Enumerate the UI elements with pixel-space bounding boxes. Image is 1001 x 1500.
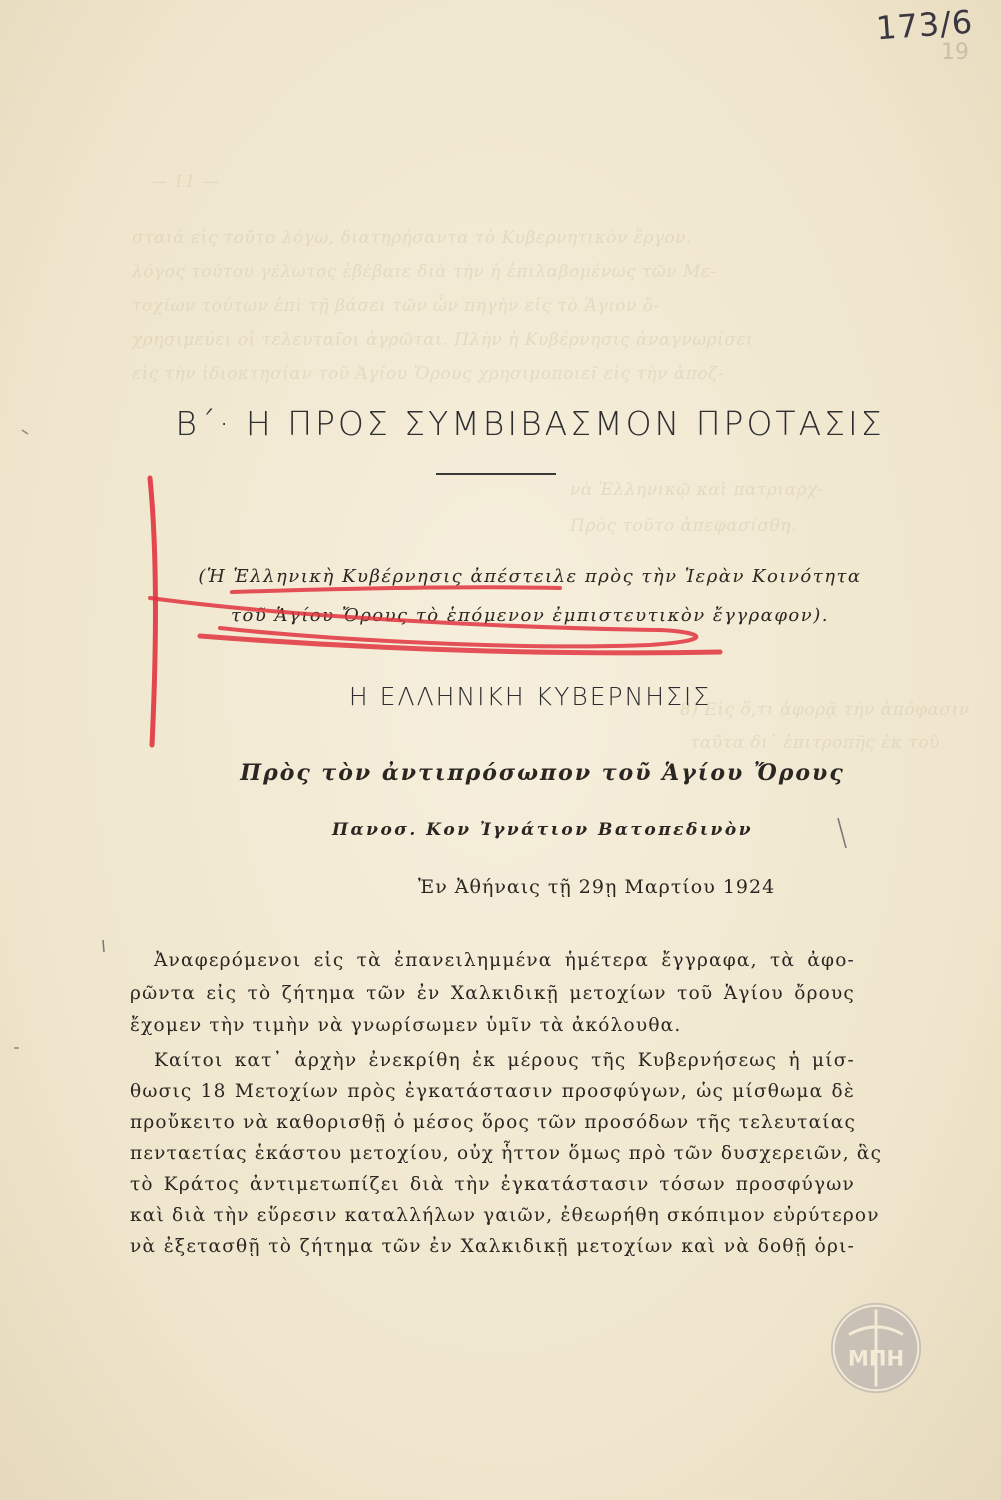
show-through-text: σταιά εἰς τοῦτο λόγω, διατηρήσαντα τὸ Κυβερνητικὸν ἔργον. [132,228,692,248]
show-through-text: Πρὸς τοῦτο ἀπεφασίσθη. [570,516,797,536]
note-line-1: (Ἡ Ἑλληνικὴ Κυβέρνησις ἀπέστειλε πρὸς τὴν Ἱερὰν Κοινότητα [198,566,862,587]
red-marker-underline [232,587,560,592]
note-line-2: τοῦ Ἁγίου Ὄρους τὸ ἑπόμενον ἐμπιστευτικὸν ἔγγραφον). [231,605,829,626]
paragraph-2-line: καὶ διὰ τὴν εὕρεσιν καταλλήλων γαιῶν, ἐθεωρήθη σκόπιμον εὐρύτερον [130,1205,880,1226]
paragraph-2-line: νὰ ἐξετασθῇ τὸ ζήτημα τῶν ἐν Χαλκιδικῇ μετοχίων καὶ νὰ δοθῇ ὁρι- [130,1236,855,1257]
pencil-stroke [838,818,846,848]
show-through-text: εἰς τὴν ἰδιοκτησίαν τοῦ Ἁγίου Ὄρους χρησιμοποιεῖ εἰς τὴν ἀποζ- [132,364,725,384]
show-through-text: τοχίων τούτων ἐπὶ τῇ βάσει τῶν ὧν πηγὴν εἰς τὸ Ἅγιον ὄ- [132,296,660,316]
archive-seal-logo [828,1300,924,1396]
show-through-text: 8) Εἰς ὅ,τι ἀφορᾷ τὴν ἀπόφασιν [680,700,970,720]
recipient-name: Πανοσ. Κον Ἰγνάτιον Βατοπεδινὸν [332,820,753,840]
svg-text:ΜΠΗ: ΜΠΗ [847,1345,905,1371]
red-marker-bracket [150,478,156,745]
archive-pencil-note-faint: 19 [941,40,969,65]
section-heading: Β΄· Η ΠΡΟΣ ΣΥΜΒΙΒΑΣΜΟΝ ΠΡΟΤΑΣΙΣ [175,404,885,443]
show-through-text: νὰ Ἑλληνικῷ καὶ πατριαρχ- [570,480,825,500]
paragraph-1-line: ἔχομεν τὴν τιμὴν νὰ γνωρίσωμεν ὑμῖν τὰ ἀκόλουθα. [130,1015,682,1036]
paragraph-1-line: ρῶντα εἰς τὸ ζήτημα τῶν ἐν Χαλκιδικῇ μετοχίων τοῦ Ἁγίου ὄρους [130,983,855,1004]
show-through-text: λόγος τούτου γέλωτος ἐβέβαιε διὰ τὴν ἡ ἐπιλαβομένως τῶν Με- [132,262,717,282]
paragraph-2-line: τὸ Κράτος ἀντιμετωπίζει διὰ τὴν ἐγκατάστασιν τόσων προσφύγων [130,1174,855,1195]
margin-tick [103,940,104,952]
date-line: Ἐν Ἀθήναις τῇ 29ῃ Μαρτίου 1924 [418,876,776,898]
paragraph-2-line: θωσις 18 Μετοχίων πρὸς ἐγκατάστασιν προσφύγων, ὡς μίσθωμα δὲ [130,1081,855,1102]
paragraph-2-line: Καίτοι κατ᾽ ἀρχὴν ἐνεκρίθη ἐκ μέρους τῆς Κυβερνήσεως ἡ μίσ- [154,1050,855,1071]
show-through-text: — 11 — [150,172,220,192]
paragraph-2-line: προὔκειτο νὰ καθορισθῇ ὁ μέσος ὅρος τῶν προσόδων τῆς τελευταίας [130,1112,857,1133]
show-through-text: χρησιμεύει οἱ τελευταῖοι ἀγρῶται. Πλὴν ἡ Κυβέρνησις ἀναγνωρίσει [132,330,754,350]
paragraph-2-line: πενταετίας ἑκάστου μετοχίου, οὐχ ἧττον ὅμως πρὸ τῶν δυσχερειῶν, ἃς [130,1143,883,1164]
sender-heading: Η ΕΛΛΗΝΙΚΗ ΚΥΒΕΡΝΗΣΙΣ [348,682,712,711]
margin-tick [22,430,28,434]
show-through-text: ταῦτα δι᾽ ἐπιτροπῆς ἐκ τοῦ [690,733,940,753]
archive-pencil-note: 173/6 [874,2,975,48]
recipient-line: Πρὸς τὸν ἀντιπρόσωπον τοῦ Ἁγίου Ὄρους [240,760,845,786]
paragraph-1-line: Ἀναφερόμενοι εἰς τὰ ἐπανειλημμένα ἡμέτερα ἔγγραφα, τὰ ἀφο- [154,950,855,971]
